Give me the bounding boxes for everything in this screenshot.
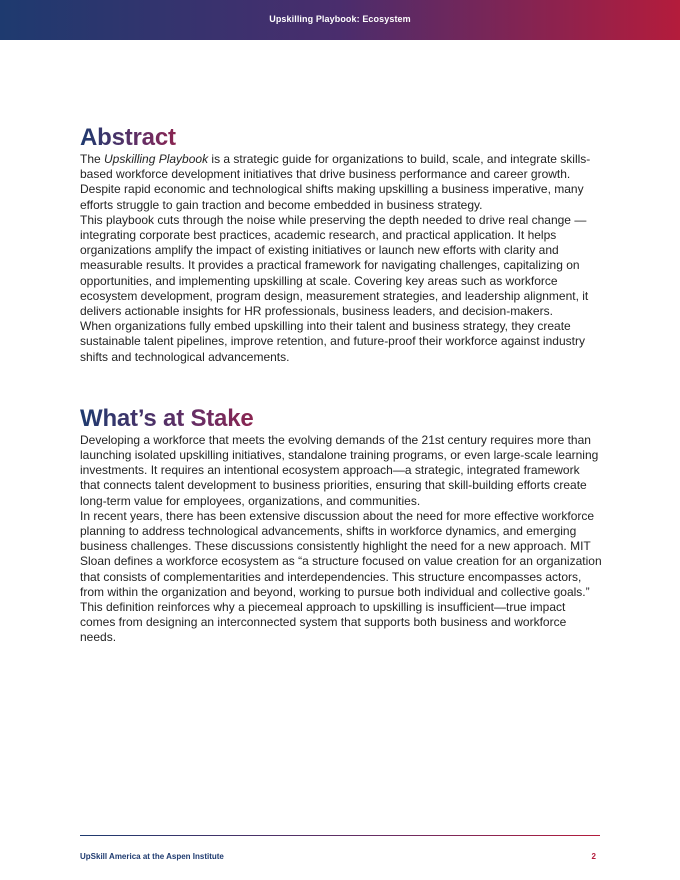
header-bar: [0, 0, 680, 40]
abstract-heading: Abstract: [80, 124, 176, 151]
stake-paragraph-1: Developing a workforce that meets the evolving demands of the 21st century requires more than launching isolated upskilling initiatives, standalone training programs, or even large-scale learning investments. It requires an intentional ecosystem approach—a strategic, integrated framework that connects talent development to business priorities, ensuring that skill-building efforts create long-term value for employees, organizations, and communities.: [80, 432, 599, 508]
playbook-title-italic: Upskilling Playbook: [104, 152, 209, 166]
abstract-paragraph-2: This playbook cuts through the noise while preserving the depth needed to drive real change — integrating corporate best practices, academic research, and practical application. It helps organizations amplify the impact of existing initiatives or launch new efforts with clarity and measurable results. It provides a practical framework for navigating challenges, capitalizing on opportunities, and implementing upskilling at scale. Covering key areas such as workforce ecosystem development, program design, measurement strategies, and leadership alignment, it delivers actionable insights for HR professionals, business leaders, and decision-makers.: [80, 212, 589, 319]
abstract-section: [80, 124, 602, 365]
page-number: 2: [591, 852, 596, 861]
whats-at-stake-section: [80, 405, 602, 646]
abstract-paragraph-1-rest: is a strategic guide for organizations to build, scale, and integrate skills-based workforce development initiatives that drive business performance and career growth. Despite rapid economic and technological shifts making upskilling a business imperative, many efforts struggle to gain traction and become embedded in business strategy.: [80, 152, 591, 212]
stake-paragraph-2: In recent years, there has been extensive discussion about the need for more effective workforce planning to address technological advancements, shifts in workforce dynamics, and emerging business challenges. These discussions consistently highlight the need for a new approach. MIT Sloan defines a workforce ecosystem as “a structure focused on value creation for an organization that consists of complementarities and interdependencies. This structure encompasses actors, from within the organization and beyond, working to pursue both individual and collective goals.” This definition reinforces why a piecemeal approach to upskilling is insufficient—true impact comes from designing an interconnected system that supports both business and workforce needs.: [80, 508, 602, 645]
document-body: [80, 124, 602, 646]
abstract-paragraph-1-lead: The: [80, 152, 105, 166]
abstract-paragraph-1: [80, 152, 602, 213]
whats-at-stake-heading: What’s at Stake: [80, 404, 254, 432]
footer-divider: [80, 835, 600, 836]
header-title: Upskilling Playbook: Ecosystem: [269, 14, 411, 24]
footer-org-name: UpSkill America at the Aspen Institute: [80, 852, 224, 861]
abstract-paragraph-3: When organizations fully embed upskilling into their talent and business strategy, they create sustainable talent pipelines, improve retention, and future-proof their workforce against industry shifts and technological advancements.: [80, 319, 585, 364]
